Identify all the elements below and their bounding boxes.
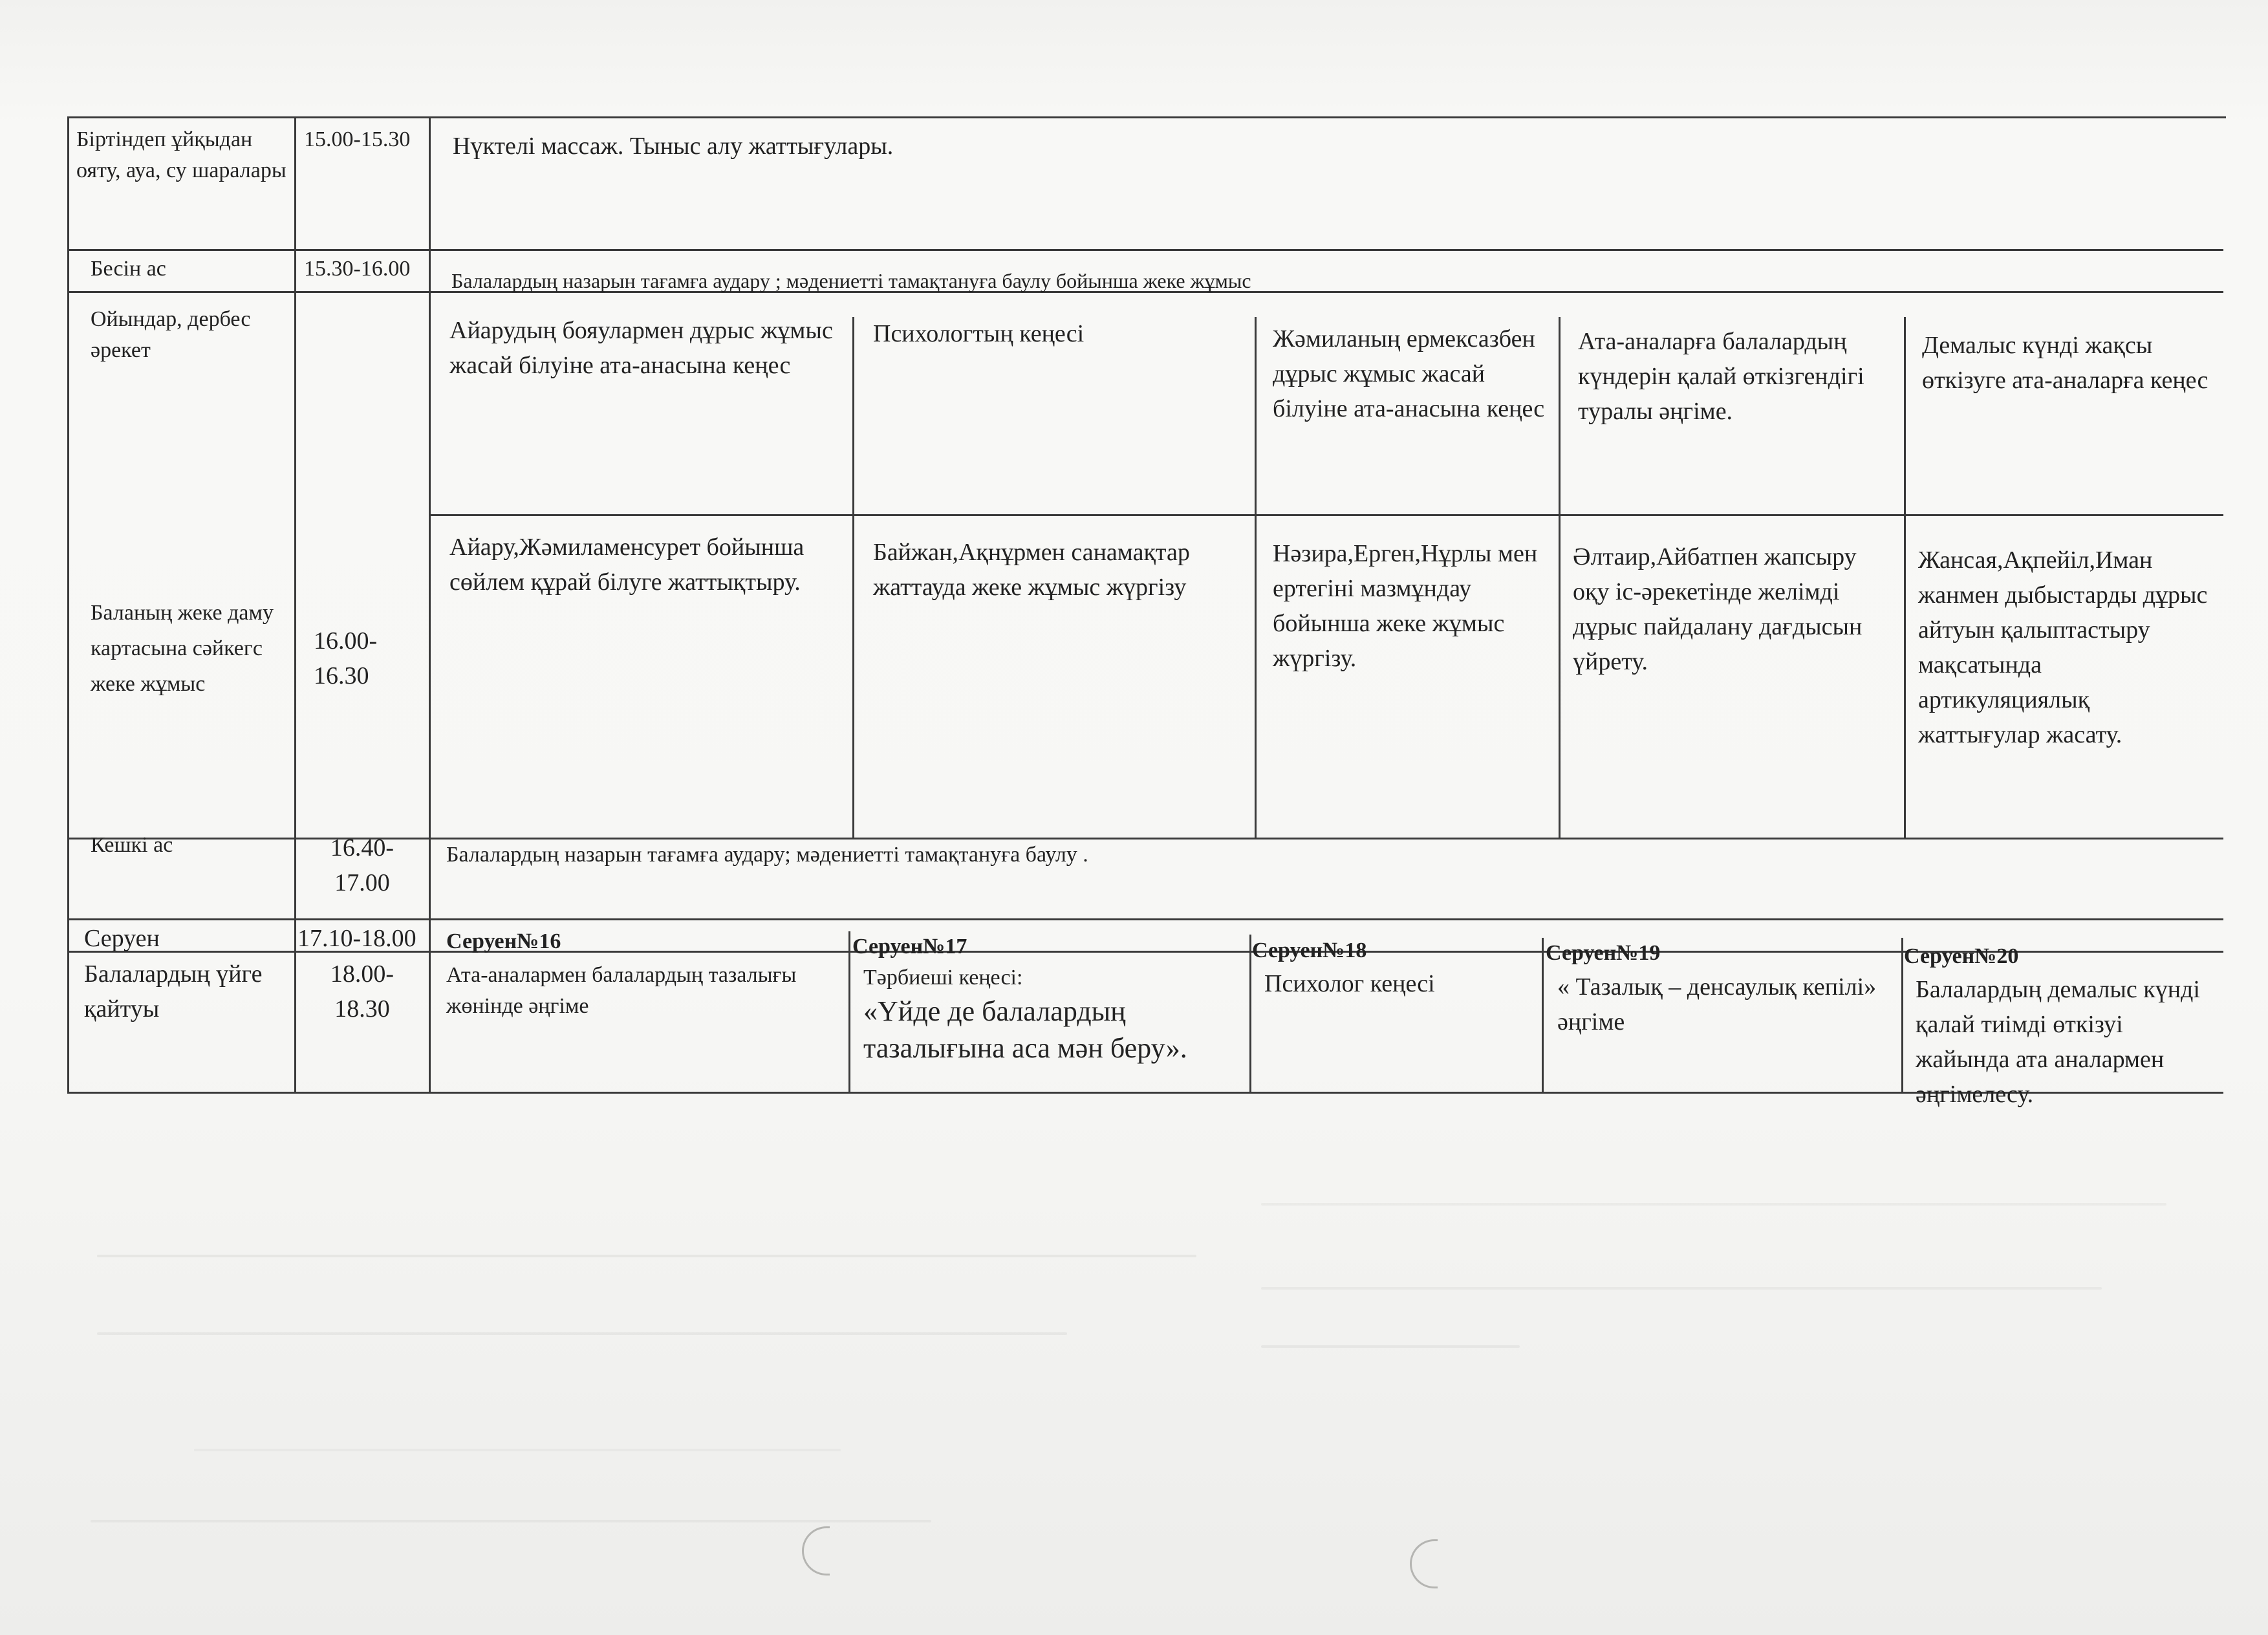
row4-cell-1: Айару,Жәмиламенсурет бойынша сөйлем құрай білуге жаттықтыру. <box>449 534 805 596</box>
col-divider-c4 <box>1559 317 1561 838</box>
row4-activity: Баланың жеке даму картасына сәйкегс жеке жұмыс <box>91 601 274 697</box>
row3-cell-5: Демалыс күнді жақсы өткізуге ата-аналарға кеңес <box>1922 332 2209 394</box>
row4-time: 16.00-16.30 <box>314 627 378 689</box>
row7-activity: Балалардың үйге қайтуы <box>84 960 263 1023</box>
row4-cell-4: Әлтаир,Айбатпен жапсыру оқу іс-әрекетінде желімді дұрыс пайдалану дағдысын үйрету. <box>1573 543 1863 675</box>
row3-cell-2: Психологтың кеңесі <box>873 320 1085 347</box>
table-bottom-border <box>67 1092 2223 1094</box>
row6-time: 17.10-18.00 <box>297 925 416 952</box>
row3-cell-3: Жәмиланың ермексазбен дұрыс жұмыс жасай білуіне ата-анасына кеңес <box>1273 325 1545 422</box>
row7-cell-3: Психолог кеңесі <box>1264 970 1435 997</box>
row4-cell-2: Байжан,Ақнұрмен санамақтар жаттауда жеке жұмыс жүргізу <box>873 539 1190 601</box>
row-divider-1 <box>67 249 2223 251</box>
row5-activity: Кешкі ас <box>91 833 173 857</box>
row6-activity: Серуен <box>84 925 160 952</box>
row3-activity: Ойындар, дербес әрекет <box>91 307 251 363</box>
col-divider-c5b <box>1901 938 1903 1093</box>
row4-cell-3: Нәзира,Ерген,Нұрлы мен ертегіні мазмұндау бойынша жеке жұмыс жүргізу. <box>1273 540 1538 672</box>
row-divider-3 <box>429 514 2223 516</box>
row6-cell-1: Серуен№16 <box>446 929 561 953</box>
row2-content: Балалардың назарын тағамға аудару ; мәдениетті тамақтануға баулу бойынша жеке жұмыс <box>451 269 1251 292</box>
table-left-border <box>67 116 69 1093</box>
row1-activity: Біртіндеп ұйқыдан ояту, ауа, су шаралары <box>76 127 286 183</box>
row2-time: 15.30-16.00 <box>304 257 411 281</box>
col-divider-c2 <box>852 317 854 838</box>
row4-cell-5: Жансая,Ақпейіл,Иман жанмен дыбыстарды дұрыс айтуын қалыптастыру мақсатында артикуляциялық жаттығулар жасату. <box>1918 547 2208 748</box>
row5-time: 16.40-17.00 <box>330 834 394 896</box>
row7-time: 18.00-18.30 <box>330 960 394 1023</box>
row6-cell-5: Серуен№20 <box>1904 944 2019 968</box>
row7-cell-2-label: Тәрбиеші кеңесі: <box>863 966 1023 990</box>
row3-cell-4: Ата-аналарға балалардың күндерін қалай өткізгендігі туралы әңгіме. <box>1578 328 1864 425</box>
col-divider-time <box>294 116 296 1093</box>
row7-cell-5: Балалардың демалыс күнді қалай тиімді өткізуі жайында ата аналармен әңгімелесу. <box>1916 976 2200 1108</box>
row6-cell-4: Серуен№19 <box>1546 941 1661 965</box>
row6-cell-2: Серуен№17 <box>852 935 967 958</box>
col-divider-c5 <box>1904 317 1906 838</box>
row3-cell-1: Айарудың бояулармен дұрыс жұмыс жасай білуіне ата-анасына кеңес <box>449 317 833 379</box>
col-divider-c3b <box>1249 935 1251 1093</box>
col-divider-c2b <box>848 931 850 1093</box>
row6-cell-3: Серуен№18 <box>1252 938 1367 962</box>
row1-time: 15.00-15.30 <box>304 127 411 151</box>
row7-cell-2-quote: «Үйде де балалардың тазалығына аса мән беру». <box>863 995 1187 1065</box>
col-divider-c3 <box>1255 317 1257 838</box>
col-divider-c4b <box>1542 938 1544 1093</box>
row7-cell-1: Ата-аналармен балалардың тазалығы жөнінде әңгіме <box>446 963 797 1019</box>
row7-cell-4: « Тазалық – денсаулық кепілі» әңгіме <box>1557 973 1877 1035</box>
row2-activity: Бесін ас <box>91 257 166 281</box>
row1-content: Нүктелі массаж. Тыныс алу жаттығулары. <box>453 133 894 160</box>
table-top-border <box>67 116 2226 118</box>
row5-content: Балалардың назарын тағамға аудару; мәдениетті тамақтануға баулу . <box>446 843 1088 867</box>
row-divider-5 <box>67 918 2223 920</box>
